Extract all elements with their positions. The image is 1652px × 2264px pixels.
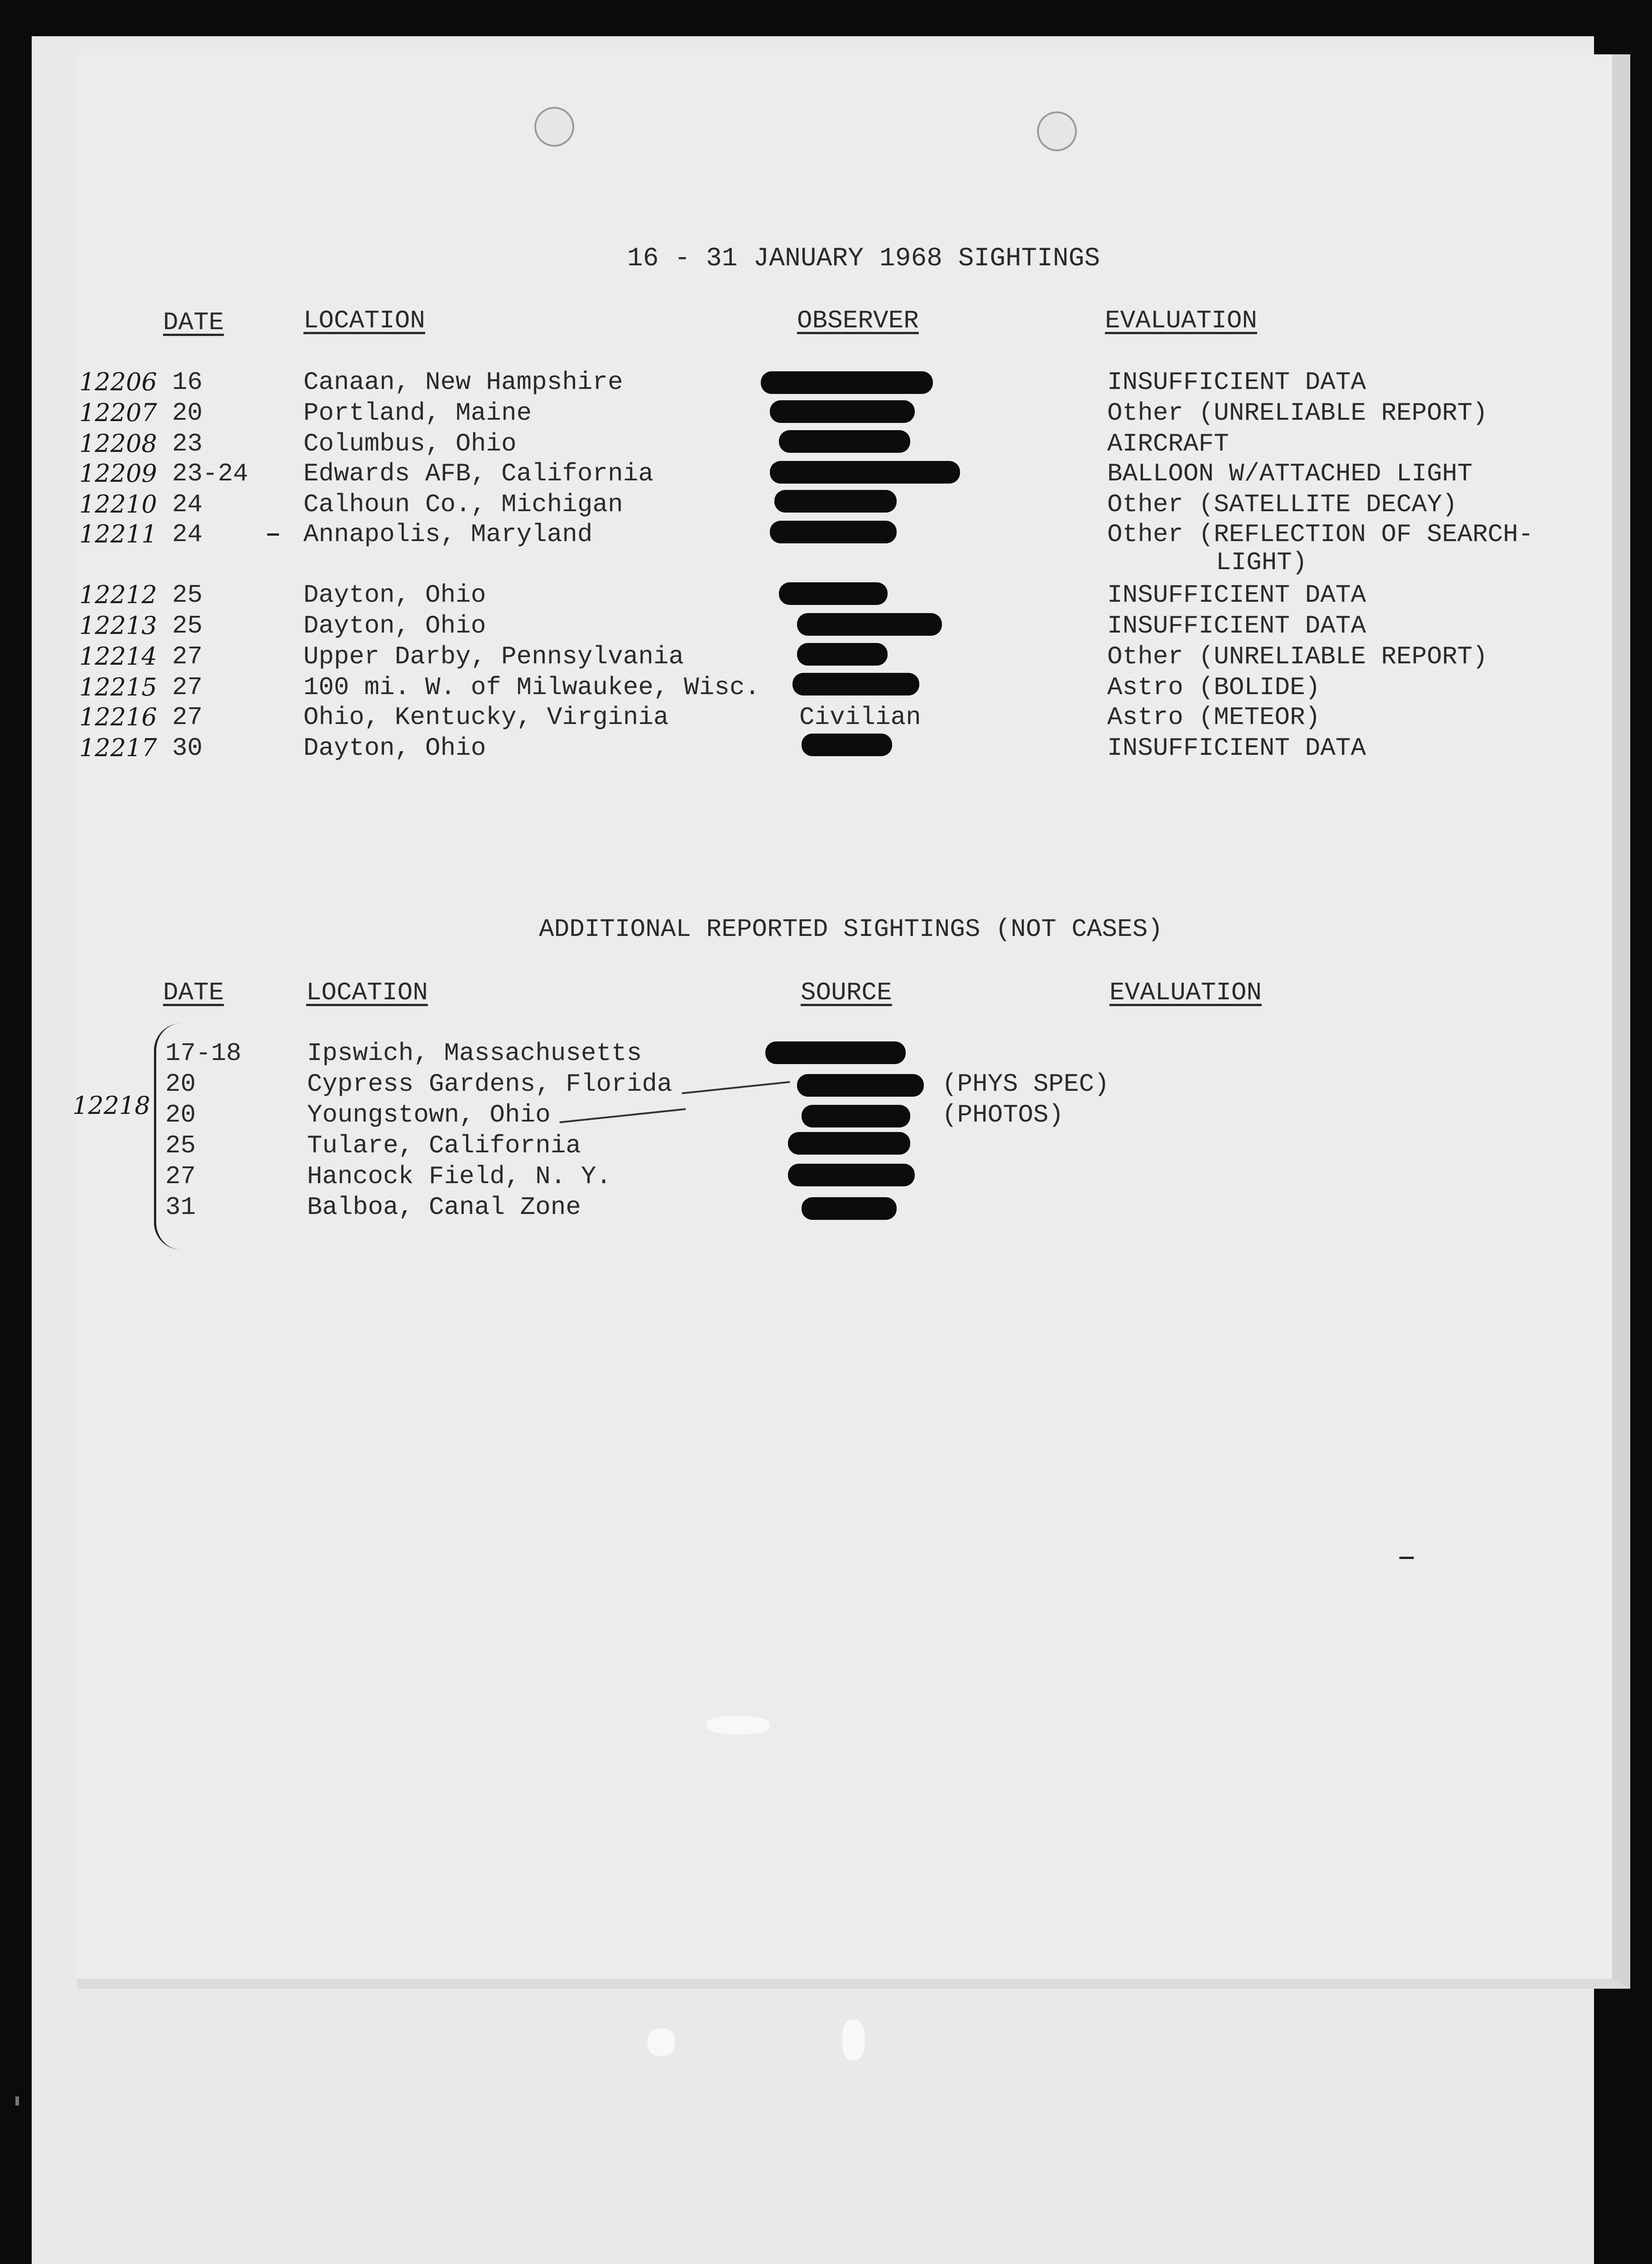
row-location: Youngstown, Ohio bbox=[307, 1100, 551, 1129]
stray-mark bbox=[1399, 1557, 1414, 1559]
redaction-mark bbox=[797, 613, 942, 636]
row-note: (PHYS SPEC) bbox=[942, 1070, 1109, 1098]
margin-tick bbox=[267, 533, 279, 536]
row-location: Balboa, Canal Zone bbox=[307, 1193, 581, 1222]
case-number: 12217 bbox=[79, 734, 157, 762]
row-date: 20 bbox=[165, 1070, 196, 1098]
case-number: 12213 bbox=[79, 611, 157, 640]
row-evaluation: INSUFFICIENT DATA bbox=[1107, 611, 1366, 640]
row-date: 27 bbox=[172, 673, 203, 702]
row-location: Canaan, New Hampshire bbox=[303, 368, 623, 397]
row-date: 27 bbox=[172, 703, 203, 732]
redaction-mark bbox=[761, 371, 933, 394]
row-date: 17-18 bbox=[165, 1039, 242, 1068]
scan-edge-mark bbox=[15, 2096, 19, 2106]
row-date: 23 bbox=[172, 429, 203, 458]
case-number: 12207 bbox=[79, 398, 157, 427]
header2-location: LOCATION bbox=[306, 978, 428, 1007]
row-date: 25 bbox=[172, 580, 203, 609]
redaction-mark bbox=[770, 521, 897, 543]
row-evaluation: Other (REFLECTION OF SEARCH- bbox=[1107, 520, 1533, 549]
header-location: LOCATION bbox=[303, 306, 425, 335]
row-date: 24 bbox=[172, 490, 203, 519]
row-evaluation: INSUFFICIENT DATA bbox=[1107, 368, 1366, 397]
row-date: 20 bbox=[165, 1100, 196, 1129]
row-location: Edwards AFB, California bbox=[303, 459, 653, 488]
row-date: 25 bbox=[165, 1131, 196, 1160]
redaction-mark bbox=[779, 430, 910, 453]
row-date: 25 bbox=[172, 611, 203, 640]
row-evaluation: Astro (BOLIDE) bbox=[1107, 673, 1321, 702]
row-date: 23-24 bbox=[172, 459, 249, 488]
row-evaluation: AIRCRAFT bbox=[1107, 429, 1229, 458]
case-number: 12216 bbox=[79, 703, 157, 731]
row-location: Ohio, Kentucky, Virginia bbox=[303, 703, 669, 732]
header-date: DATE bbox=[163, 308, 224, 337]
row-location: Hancock Field, N. Y. bbox=[307, 1162, 612, 1191]
row-evaluation: INSUFFICIENT DATA bbox=[1107, 580, 1366, 609]
row-location: 100 mi. W. of Milwaukee, Wisc. bbox=[303, 673, 760, 702]
case-number: 12212 bbox=[79, 580, 157, 609]
case-number: 12209 bbox=[79, 459, 157, 488]
header2-evaluation: EVALUATION bbox=[1109, 978, 1262, 1007]
row-date: 20 bbox=[172, 398, 203, 427]
row-date: 24 bbox=[172, 520, 203, 549]
row-date: 30 bbox=[172, 734, 203, 763]
row-location: Dayton, Ohio bbox=[303, 611, 486, 640]
row-note: (PHOTOS) bbox=[942, 1100, 1064, 1129]
row-date: 16 bbox=[172, 368, 203, 397]
row-location: Tulare, California bbox=[307, 1131, 581, 1160]
header-evaluation: EVALUATION bbox=[1105, 306, 1258, 335]
scan-speck bbox=[842, 2019, 865, 2060]
case-number: 12215 bbox=[79, 673, 157, 701]
section-title: ADDITIONAL REPORTED SIGHTINGS (NOT CASES) bbox=[539, 915, 1163, 944]
row-evaluation: Other (SATELLITE DECAY) bbox=[1107, 490, 1457, 519]
case-number: 12211 bbox=[79, 520, 157, 548]
row-evaluation: INSUFFICIENT DATA bbox=[1107, 734, 1366, 763]
row-location: Cypress Gardens, Florida bbox=[307, 1070, 672, 1098]
row-date: 27 bbox=[165, 1162, 196, 1191]
row-observer: Civilian bbox=[799, 703, 921, 732]
row-evaluation-continued: LIGHT) bbox=[1216, 548, 1307, 577]
redaction-mark bbox=[770, 461, 960, 484]
case-number: 12208 bbox=[79, 429, 157, 458]
punch-hole-right bbox=[1037, 111, 1077, 151]
row-location: Portland, Maine bbox=[303, 398, 532, 427]
redaction-mark bbox=[788, 1132, 910, 1155]
redaction-mark bbox=[797, 1074, 924, 1097]
row-evaluation: Other (UNRELIABLE REPORT) bbox=[1107, 398, 1488, 427]
redaction-mark bbox=[802, 1197, 897, 1220]
row-date: 31 bbox=[165, 1193, 196, 1222]
row-location: Ipswich, Massachusetts bbox=[307, 1039, 642, 1068]
case-number: 12206 bbox=[79, 368, 157, 396]
row-location: Annapolis, Maryland bbox=[303, 520, 593, 549]
redaction-mark bbox=[792, 673, 919, 696]
row-location: Columbus, Ohio bbox=[303, 429, 517, 458]
row-evaluation: Other (UNRELIABLE REPORT) bbox=[1107, 642, 1488, 671]
redaction-mark bbox=[774, 490, 897, 513]
redaction-mark bbox=[779, 582, 888, 605]
page-title: 16 - 31 JANUARY 1968 SIGHTINGS bbox=[627, 244, 1100, 273]
header2-source: SOURCE bbox=[801, 978, 892, 1007]
scan-speck bbox=[648, 2029, 675, 2056]
redaction-mark bbox=[770, 400, 915, 423]
punch-hole-left bbox=[534, 107, 574, 147]
redaction-mark bbox=[802, 734, 892, 756]
header-observer: OBSERVER bbox=[797, 306, 919, 335]
typed-page bbox=[77, 54, 1630, 1989]
header2-date: DATE bbox=[163, 978, 224, 1007]
case-number: 12218 bbox=[72, 1091, 150, 1120]
row-location: Dayton, Ohio bbox=[303, 734, 486, 763]
row-evaluation: Astro (METEOR) bbox=[1107, 703, 1321, 732]
redaction-mark bbox=[797, 643, 888, 666]
row-date: 27 bbox=[172, 642, 203, 671]
redaction-mark bbox=[788, 1164, 915, 1186]
redaction-mark bbox=[802, 1105, 910, 1127]
case-number: 12210 bbox=[79, 490, 157, 518]
row-location: Calhoun Co., Michigan bbox=[303, 490, 623, 519]
case-number: 12214 bbox=[79, 642, 157, 671]
scan-speck bbox=[706, 1716, 770, 1734]
row-evaluation: BALLOON W/ATTACHED LIGHT bbox=[1107, 459, 1473, 488]
row-location: Upper Darby, Pennsylvania bbox=[303, 642, 684, 671]
row-location: Dayton, Ohio bbox=[303, 580, 486, 609]
redaction-mark bbox=[765, 1041, 906, 1064]
